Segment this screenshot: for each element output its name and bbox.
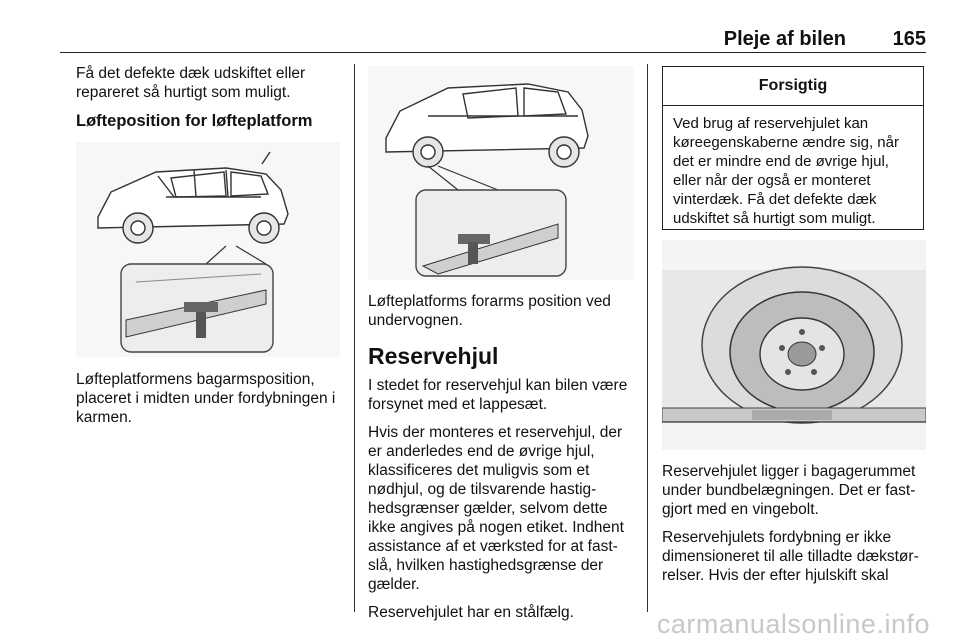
paragraph: Reservehjulet har en stålfælg. <box>368 604 574 621</box>
paragraph: Hvis der monteres et reservehjul, der er anderledes end de øvrige hjul, klassificeres det muligvis som et nødhjul, og de tilsvarende hastighedsgrænser gælder, selvom dette ikke angives på nogen etiket. Indhent assistance af et værksted for at fastslå, hvilken hastighedsgrænse der gælder. <box>368 424 624 593</box>
front-lift-position-illustration <box>368 66 634 280</box>
caution-box <box>662 66 924 230</box>
front-lift-caption: Løfteplatforms forarms position ved undervognen. <box>368 293 611 329</box>
paragraph: I stedet for reservehjul kan bilen være forsynet med et lappesæt. <box>368 377 628 413</box>
intro-text: Få det defekte dæk udskiftet eller repareret så hurtigt som muligt. <box>76 65 306 101</box>
rear-lift-caption: Løfteplatformens bagarmsposition, placeret i midten under fordybningen i karmen. <box>76 371 336 426</box>
column-middle <box>368 292 636 631</box>
subheading: Løfteposition for løfteplatform <box>76 112 313 130</box>
page-number: 165 <box>892 28 926 50</box>
column-divider <box>354 64 355 612</box>
paragraph: Reservehjulets fordybning er ikke dimensioneret til alle tilladte dækstørrelser. Hvis der efter hjulskift skal <box>662 529 919 584</box>
caution-body: Ved brug af reservehjulet kan køreegenskaberne ændre sig, når det er mindre end de øvrige hjul, eller når der også er monteret vinterdæk. Få det defekte dæk udskiftet så hurtigt som muligt. <box>673 115 899 227</box>
section-heading: Reservehjul <box>368 343 499 369</box>
column-left <box>76 64 342 141</box>
watermark: carmanualsonline.info <box>656 609 930 639</box>
page-header <box>60 22 926 53</box>
column-left-caption <box>76 370 342 436</box>
paragraph: Reservehjulet ligger i bagagerummet under bundbelægningen. Det er fastgjort med en vingebolt. <box>662 463 916 518</box>
caution-title: Forsigtig <box>663 67 923 106</box>
page-title: Pleje af bilen <box>723 28 846 50</box>
spare-wheel-illustration <box>662 240 926 450</box>
rear-lift-position-illustration <box>76 142 340 357</box>
column-right <box>662 462 928 594</box>
column-divider <box>647 64 648 612</box>
